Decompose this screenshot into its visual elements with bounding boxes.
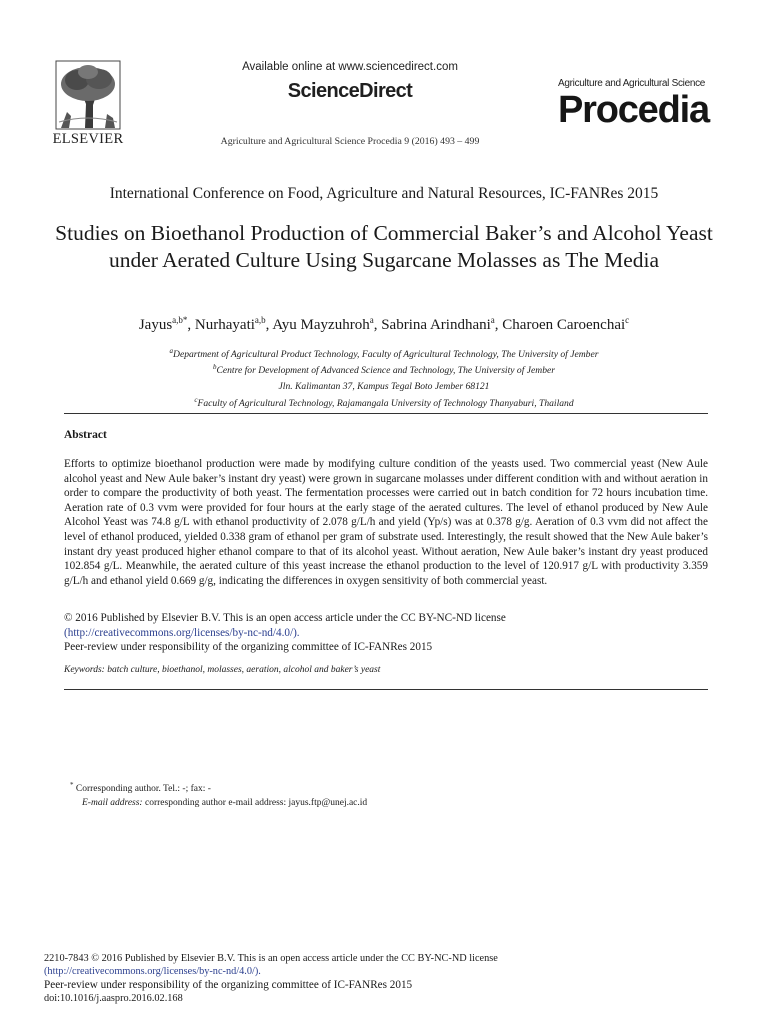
procedia-logo: [558, 78, 726, 130]
issn-copyright: 2210-7843 © 2016 Published by Elsevier B.V. This is an open access article under the CC BY-NC-ND license: [44, 953, 498, 964]
author-name: Charoen Caroenchai: [502, 317, 626, 333]
divider: [64, 413, 708, 414]
email-address: corresponding author e-mail address: jayus.ftp@unej.ac.id: [142, 798, 368, 808]
author: Jayus$^{a,b*}$,: [138, 315, 195, 333]
author-name: Jayus: [138, 317, 173, 333]
elsevier-tree-icon: [55, 60, 121, 130]
author-name: Ayu Mayzuhroh: [272, 317, 370, 333]
doi[interactable]: doi:10.1016/j.aaspro.2016.02.168: [44, 993, 183, 1005]
abstract-body: Efforts to optimize bioethanol production were made by modifying culture condition of the yeasts used. Two commercial yeast (New Aule alcohol yeast and New Aule baker’s instant dry yeast) were grown in sugarcane molasses under different condition with and without aeration in order to compare the productivity of both yeast. The fermentation processes were carried out in batch condition for 72 hours incubation time. Aeration rate of 0.3 vvm were provided for four hours at the early stage of the aerated cultures. The level of ethanol produced by New Aule Alcohol Yeast was 74.8 g/L with ethanol productivity of 2.078 g/L/h and yield (Yp/s) was at 0.378 g/g. Aeration of 0.3 vvm did not affect the level of ethanol produced, yielded 0.338 gram of ethanol per gram of substrate used. Interestingly, the result showed that the New Aule baker’s instant dry yeast produced higher ethanol compare to that of its alcohol yeast. Without aeration, New Aule baker’s instant dry yeast produced 102.854 g/L. Meanwhile, the aerated culture of this yeast increase the ethanol production to the level of 120.917 g/L with productivity 3.359 g/L/h and ethanol yield 0.669 g/g, indicating the differences in oxygen sensitivity of both commercial yeast.: [64, 458, 708, 587]
affiliation: Jln. Kalimantan 37, Kampus Tegal Boto Jember 68121: [278, 381, 490, 393]
corresponding-author: Corresponding author. Tel.: -; fax: -: [73, 784, 211, 794]
copyright-block: [64, 611, 708, 655]
conference-name: International Conference on Food, Agriculture and Natural Resources, IC-FANRes 2015: [109, 185, 659, 202]
footer-peer-review: Peer-review under responsibility of the organizing committee of IC-FANRes 2015: [44, 979, 413, 992]
footnote-mark: *: [70, 781, 74, 789]
author-name: Nurhayati: [194, 317, 255, 333]
keywords-list: batch culture, bioethanol, molasses, aeration, alcohol and baker’s yeast: [104, 665, 381, 675]
author-affil-mark: a,b: [254, 315, 266, 325]
journal-citation: Agriculture and Agricultural Science Procedia 9 (2016) 493 – 499: [220, 136, 480, 147]
journal-name: Procedia: [558, 89, 709, 131]
footer-license-link[interactable]: (http://creativecommons.org/licenses/by-nc-nd/4.0/).: [44, 966, 261, 978]
publisher-name: ELSEVIER: [52, 131, 124, 147]
copyright-notice: © 2016 Published by Elsevier B.V. This is an open access article under the CC BY-NC-ND license: [64, 612, 506, 624]
author-name: Sabrina Arindhani: [381, 317, 491, 333]
affiliation: $^c$Faculty of Agricultural Technology, Rajamangala University of Technology Thanyaburi, Thailand: [194, 395, 574, 409]
page-footer: [44, 952, 724, 1006]
elsevier-logo: [42, 60, 134, 152]
corresponding-author-footnote: [70, 778, 670, 810]
author-affil-mark: a: [369, 315, 374, 325]
abstract-heading: Abstract: [64, 429, 107, 441]
keywords-label: Keywords:: [64, 665, 105, 675]
author: [502, 317, 629, 333]
affiliation-list: [40, 345, 728, 410]
email-label: E-mail address:: [82, 798, 143, 808]
keywords: [64, 665, 708, 675]
author-affil-mark: a: [490, 315, 495, 325]
peer-review-note: Peer-review under responsibility of the organizing committee of IC-FANRes 2015: [64, 641, 433, 654]
available-online-note: Available online at www.sciencedirect.com: [242, 61, 458, 73]
affiliation: $^a$Department of Agricultural Product Technology, Faculty of Agricultural Technology, The University of Jember: [169, 347, 599, 360]
paper-title: Studies on Bioethanol Production of Commercial Baker’s and Alcohol Yeast under Aerated Culture Using Sugarcane Molasses as The Media: [55, 221, 713, 272]
author-affil-mark: c: [625, 315, 630, 325]
divider: [64, 689, 708, 690]
author: Nurhayati$^{a,b}$,: [194, 315, 273, 333]
author-list: [30, 315, 738, 334]
sciencedirect-logo: ScienceDirect: [287, 80, 413, 102]
affiliation: $^b$Centre for Development of Advanced Science and Technology, The University of Jember: [212, 363, 556, 377]
license-link[interactable]: (http://creativecommons.org/licenses/by-nc-nd/4.0/).: [64, 626, 300, 639]
author-affil-mark: a,b*: [172, 315, 188, 325]
journal-series: Agriculture and Agricultural Science: [558, 78, 706, 89]
author: Sabrina Arindhani$^a$,: [381, 315, 503, 333]
author: Ayu Mayzuhroh$^a$,: [272, 315, 382, 333]
